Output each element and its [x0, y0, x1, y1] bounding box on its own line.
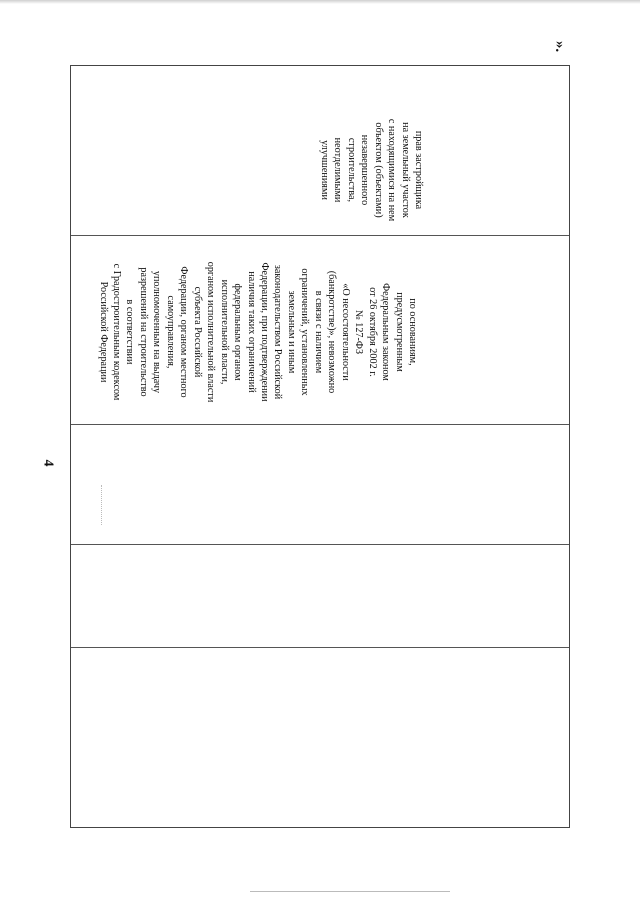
table-column-empty-2 [71, 545, 569, 648]
grounds-text: по основаниям, предусмотренным Федеральным законом от 26 октября 2002 г. № 127-ФЗ «О несостоятельности (банкротстве)», невозможно в связи с наличием ограничений, установленных земельным и иным законодательством Российской Федерации, при подтверждении наличия таких ограничений федеральным органом исполнительной власти, органом исполнительной власти субъекта Российской Федерации, органом местного самоуправления, уполномоченным на выдачу разрешений на строительство в соответствии с Градостроительным кодексом Российской Федерации [97, 261, 418, 403]
table-column-restrictions [71, 66, 569, 236]
page-number: 4 [40, 459, 56, 467]
page-bottom-edge [250, 891, 450, 892]
scan-mark [101, 485, 103, 525]
table-column-grounds [71, 236, 569, 425]
rotated-cell [96, 242, 419, 422]
table-column-empty-1 [71, 648, 569, 829]
restrictions-text: прав застройщика на земельный участок с находящимися на нем объектом (объектами) незавершенного строительства, неотделимыми улучшениями [318, 118, 424, 222]
rotated-cell [317, 96, 425, 236]
page-top-edge [0, 0, 640, 4]
table-column-empty-3 [71, 425, 569, 545]
document-table [70, 65, 570, 828]
corner-mark: ». [552, 40, 569, 53]
